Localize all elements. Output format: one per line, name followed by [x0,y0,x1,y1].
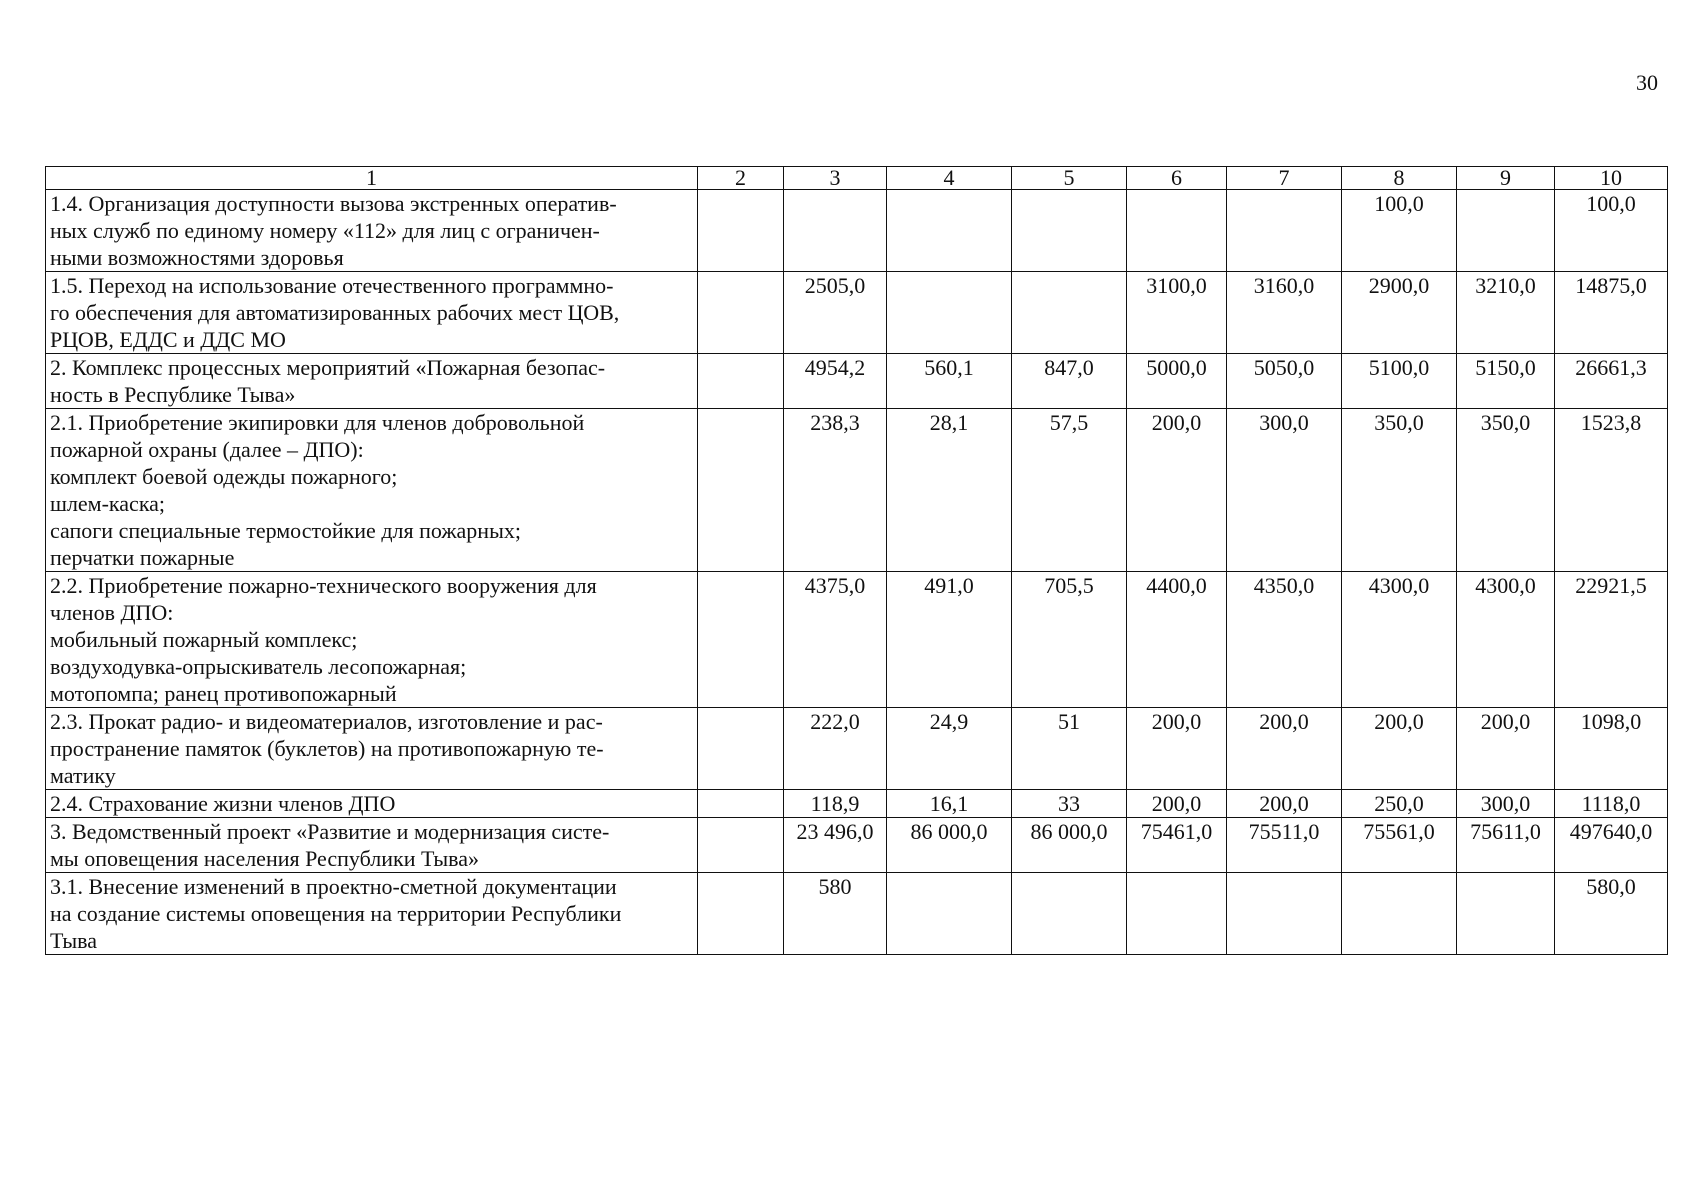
table-row [46,873,1668,955]
item-name-cell [46,409,698,572]
item-name-line: 2.2. Приобретение пожарно-технического вооружения для [50,573,597,598]
value-cell-col-4: 560,1 [887,354,1012,409]
value-cell-col-8 [1342,873,1457,955]
page-number: 30 [1636,70,1658,95]
item-name-line: сапоги специальные термостойкие для пожарных; [50,518,521,543]
item-name-line: мобильный пожарный комплекс; [50,627,358,652]
value-cell-col-6: 75461,0 [1127,818,1227,873]
item-name-line: мы оповещения населения Республики Тыва» [50,846,479,871]
value-cell-col-8: 2900,0 [1342,272,1457,354]
value-cell-col-2 [698,409,784,572]
value-cell-col-5: 705,5 [1012,572,1127,708]
value-cell-col-3: 118,9 [784,790,887,818]
item-name-line: ными возможностями здоровья [50,245,344,270]
item-name-line: 3. Ведомственный проект «Развитие и модернизация систе- [50,819,610,844]
value-cell-col-7: 5050,0 [1227,354,1342,409]
value-cell-col-3: 23 496,0 [784,818,887,873]
item-name-line: матику [50,763,116,788]
item-name-line: Тыва [50,928,97,953]
column-header-2: 2 [698,167,784,190]
item-name-line: пространение памяток (буклетов) на противопожарную те- [50,736,604,761]
value-cell-col-5 [1012,873,1127,955]
item-name-line: перчатки пожарные [50,545,235,570]
value-cell-col-6: 200,0 [1127,790,1227,818]
item-name-line: го обеспечения для автоматизированных рабочих мест ЦОВ, [50,300,620,325]
value-cell-col-3 [784,190,887,272]
value-cell-col-9: 300,0 [1457,790,1555,818]
value-cell-col-6: 3100,0 [1127,272,1227,354]
column-header-7: 7 [1227,167,1342,190]
value-cell-col-8: 100,0 [1342,190,1457,272]
item-name-cell [46,708,698,790]
value-cell-col-8: 4300,0 [1342,572,1457,708]
value-cell-col-5: 847,0 [1012,354,1127,409]
header-row [46,167,1668,190]
value-cell-col-4: 16,1 [887,790,1012,818]
value-cell-col-7 [1227,190,1342,272]
value-cell-col-8: 75561,0 [1342,818,1457,873]
value-cell-col-2 [698,354,784,409]
value-cell-col-9 [1457,190,1555,272]
value-cell-col-10: 14875,0 [1555,272,1668,354]
value-cell-col-3: 2505,0 [784,272,887,354]
table-row [46,818,1668,873]
value-cell-col-6 [1127,873,1227,955]
item-name-cell [46,873,698,955]
value-cell-col-9: 4300,0 [1457,572,1555,708]
value-cell-col-4: 491,0 [887,572,1012,708]
value-cell-col-7: 3160,0 [1227,272,1342,354]
value-cell-col-4: 28,1 [887,409,1012,572]
value-cell-col-7: 200,0 [1227,708,1342,790]
value-cell-col-9 [1457,873,1555,955]
value-cell-col-4: 86 000,0 [887,818,1012,873]
value-cell-col-6: 200,0 [1127,409,1227,572]
item-name-line: 1.5. Переход на использование отечественного программно- [50,273,614,298]
value-cell-col-10: 580,0 [1555,873,1668,955]
item-name-line: 2.1. Приобретение экипировки для членов добровольной [50,410,585,435]
value-cell-col-9: 75611,0 [1457,818,1555,873]
column-header-9: 9 [1457,167,1555,190]
item-name-line: шлем-каска; [50,491,166,516]
table-row [46,354,1668,409]
value-cell-col-5 [1012,272,1127,354]
value-cell-col-3: 4375,0 [784,572,887,708]
value-cell-col-5 [1012,190,1127,272]
item-name-line: пожарной охраны (далее – ДПО): [50,437,364,462]
table-body [46,190,1668,955]
value-cell-col-7: 200,0 [1227,790,1342,818]
value-cell-col-6 [1127,190,1227,272]
value-cell-col-3: 238,3 [784,409,887,572]
value-cell-col-9: 5150,0 [1457,354,1555,409]
value-cell-col-2 [698,790,784,818]
value-cell-col-9: 200,0 [1457,708,1555,790]
item-name-cell [46,572,698,708]
value-cell-col-8: 200,0 [1342,708,1457,790]
value-cell-col-7: 300,0 [1227,409,1342,572]
column-header-8: 8 [1342,167,1457,190]
value-cell-col-2 [698,708,784,790]
value-cell-col-6: 200,0 [1127,708,1227,790]
item-name-line: 2.3. Прокат радио- и видеоматериалов, изготовление и рас- [50,709,603,734]
budget-table [45,166,1668,955]
value-cell-col-2 [698,572,784,708]
item-name-line: воздуходувка-опрыскиватель лесопожарная; [50,654,467,679]
table-row [46,409,1668,572]
table-row [46,708,1668,790]
value-cell-col-10: 100,0 [1555,190,1668,272]
value-cell-col-9: 3210,0 [1457,272,1555,354]
item-name-cell [46,790,698,818]
table-row [46,572,1668,708]
column-header-6: 6 [1127,167,1227,190]
value-cell-col-4: 24,9 [887,708,1012,790]
value-cell-col-10: 26661,3 [1555,354,1668,409]
value-cell-col-5: 86 000,0 [1012,818,1127,873]
column-header-4: 4 [887,167,1012,190]
value-cell-col-6: 5000,0 [1127,354,1227,409]
value-cell-col-6: 4400,0 [1127,572,1227,708]
value-cell-col-2 [698,272,784,354]
item-name-cell [46,354,698,409]
column-header-3: 3 [784,167,887,190]
value-cell-col-3: 222,0 [784,708,887,790]
value-cell-col-4 [887,272,1012,354]
item-name-line: ных служб по единому номеру «112» для лиц с ограничен- [50,218,600,243]
value-cell-col-5: 33 [1012,790,1127,818]
value-cell-col-10: 1118,0 [1555,790,1668,818]
value-cell-col-3: 4954,2 [784,354,887,409]
value-cell-col-8: 5100,0 [1342,354,1457,409]
table-row [46,272,1668,354]
item-name-cell [46,190,698,272]
value-cell-col-10: 1098,0 [1555,708,1668,790]
value-cell-col-4 [887,190,1012,272]
value-cell-col-8: 250,0 [1342,790,1457,818]
item-name-cell [46,818,698,873]
column-header-5: 5 [1012,167,1127,190]
item-name-line: мотопомпа; ранец противопожарный [50,681,397,706]
item-name-line: 3.1. Внесение изменений в проектно-сметной документации [50,874,617,899]
value-cell-col-7: 75511,0 [1227,818,1342,873]
item-name-line: на создание системы оповещения на территории Республики [50,901,622,926]
value-cell-col-5: 57,5 [1012,409,1127,572]
column-header-1: 1 [46,167,698,190]
value-cell-col-2 [698,190,784,272]
value-cell-col-5: 51 [1012,708,1127,790]
table-row [46,190,1668,272]
item-name-line: ность в Республике Тыва» [50,382,296,407]
value-cell-col-2 [698,873,784,955]
item-name-line: РЦОВ, ЕДДС и ДДС МО [50,327,286,352]
value-cell-col-10: 1523,8 [1555,409,1668,572]
value-cell-col-10: 22921,5 [1555,572,1668,708]
item-name-line: членов ДПО: [50,600,174,625]
item-name-cell [46,272,698,354]
value-cell-col-9: 350,0 [1457,409,1555,572]
item-name-line: комплект боевой одежды пожарного; [50,464,398,489]
item-name-line: 2.4. Страхование жизни членов ДПО [50,791,396,816]
table-row [46,790,1668,818]
value-cell-col-8: 350,0 [1342,409,1457,572]
value-cell-col-3: 580 [784,873,887,955]
value-cell-col-7: 4350,0 [1227,572,1342,708]
value-cell-col-2 [698,818,784,873]
column-header-10: 10 [1555,167,1668,190]
value-cell-col-10: 497640,0 [1555,818,1668,873]
value-cell-col-7 [1227,873,1342,955]
item-name-line: 2. Комплекс процессных мероприятий «Пожарная безопас- [50,355,606,380]
item-name-line: 1.4. Организация доступности вызова экстренных оператив- [50,191,617,216]
value-cell-col-4 [887,873,1012,955]
